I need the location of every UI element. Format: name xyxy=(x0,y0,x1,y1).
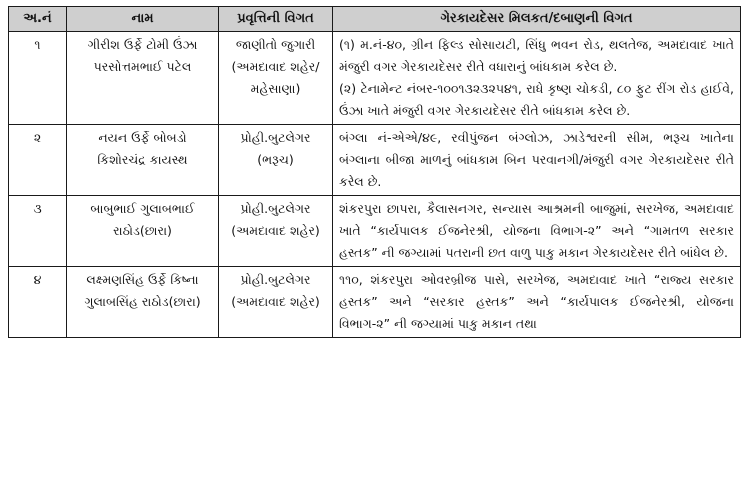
table-row xyxy=(9,267,741,338)
row-detail-paragraph: (૧) મ.નં-૪૦, ગ્રીન ફિલ્ડ સોસાયટી, સિંધુ ભવન રોડ, થલતેજ, અમદાવાદ ખાતે મંજુરી વગર ગેરકાયદેસર રીતે વધારાનું બાંધકામ કરેલ છે. xyxy=(339,37,734,74)
row-name: બાબુભાઈ ગુલાબભાઈ રાઠોડ(છારા) xyxy=(67,196,219,267)
row-detail-paragraph: (૨) ટેનામેન્ટ નંબર-૧૦૦૧૩૨૩૨૫૪૧, રાધે કૃષ્ણ ચોકડી, ૮૦ ફુટ રીંગ રોડ હાઈવે, ઉંઝા ખાતે મંજુરી વગર ગેરકાયદેસર રીતે બાંધકામ કરેલ છે. xyxy=(339,81,734,118)
table-row xyxy=(9,196,741,267)
encroachment-table xyxy=(8,6,741,338)
header-name: નામ xyxy=(67,7,219,32)
header-activity: પ્રવૃત્તિની વિગત xyxy=(219,7,333,32)
row-serial: ૩ xyxy=(9,196,67,267)
table-row xyxy=(9,32,741,125)
row-activity: પ્રોહી.બુટલેગર (અમદાવાદ શહેર) xyxy=(219,267,333,338)
row-activity: પ્રોહી.બુટલેગર (અમદાવાદ શહેર) xyxy=(219,196,333,267)
row-details xyxy=(333,196,741,267)
row-detail-paragraph: બંગ્લા નં-એએ/૪૯, રવીપુંજન બંગ્લોઝ, ઝાડેશ્વરની સીમ, ભરૂચ ખાતેના બંગ્લાના બીજા માળનું બાંધકામ બિન પરવાનગી/મંજુરી વગર ગેરકાયદેસર રીતે કરેલ છે. xyxy=(339,130,734,189)
row-serial: ૨ xyxy=(9,125,67,196)
table-row xyxy=(9,125,741,196)
row-name: નયન ઉર્ફે બોબડો કિશોરચંદ્ર કાયસ્થ xyxy=(67,125,219,196)
header-property: ગેરકાયદેસર મિલકત/દબાણની વિગત xyxy=(333,7,741,32)
row-detail-paragraph: શંકરપુરા છાપરા, કૈલાસનગર, સન્યાસ આશ્રમની બાજુમાં, સરખેજ, અમદાવાદ ખાતે “કાર્યપાલક ઈજનેરશ્રી, યોજના વિભાગ-૨” અને “ગામતળ સરકાર હસ્તક” ની જગ્યામાં પતરાની છત વાળુ પાકુ મકાન ગેરકાયદેસર રીતે બાંધેલ છે. xyxy=(339,201,734,260)
row-details xyxy=(333,125,741,196)
row-serial: ૧ xyxy=(9,32,67,125)
row-detail-paragraph: ૧૧૦, શંકરપુરા ઓવરબ્રીજ પાસે, સરખેજ, અમદાવાદ ખાતે “રાજ્ય સરકાર હસ્તક” અને “સરકાર હસ્તક” અને “કાર્યપાલક ઈજનેરશ્રી, યોજના વિભાગ-૨” ની જગ્યામાં પાકુ મકાન તથા xyxy=(339,272,734,331)
row-details xyxy=(333,32,741,125)
table-header-row xyxy=(9,7,741,32)
row-serial: ૪ xyxy=(9,267,67,338)
row-activity: જાણીતો જુગારી (અમદાવાદ શહેર/મહેસાણા) xyxy=(219,32,333,125)
row-details xyxy=(333,267,741,338)
row-activity: પ્રોહી.બુટલેગર (ભરૂચ) xyxy=(219,125,333,196)
row-name: લક્ષ્મણસિંહ ઉર્ફે કિષ્ના ગુલાબસિંહ રાઠોડ(છારા) xyxy=(67,267,219,338)
header-serial: અ.નં xyxy=(9,7,67,32)
row-name: ગીરીશ ઉર્ફે ટોમી ઉંઝા પરસોત્તમભાઈ પટેલ xyxy=(67,32,219,125)
